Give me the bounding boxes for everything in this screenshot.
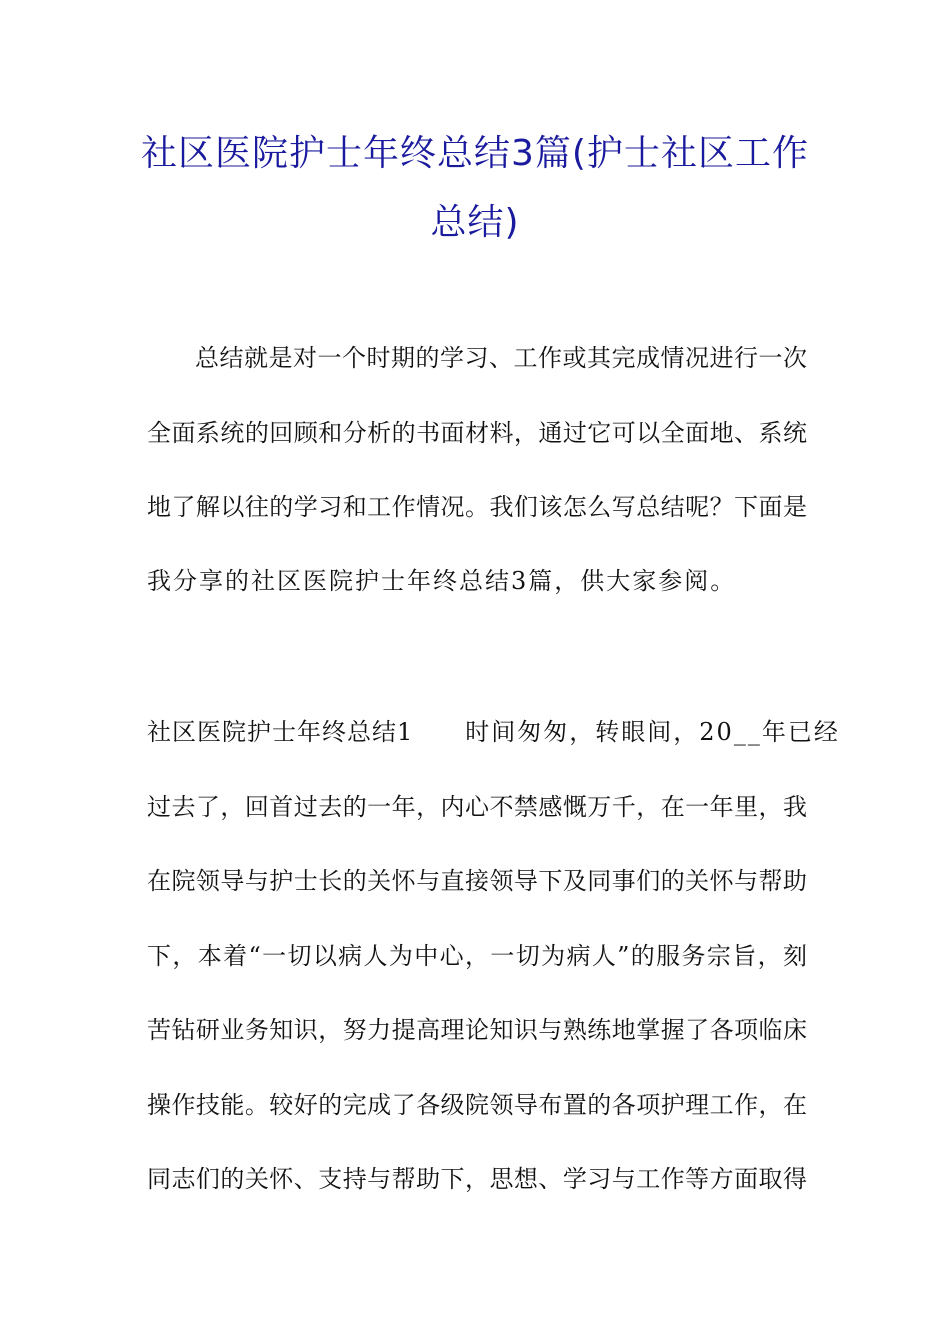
document-title-line-1: 社区医院护士年终总结3篇(护士社区工作 (141, 133, 809, 174)
section-1-heading: 社区医院护士年终总结1 (147, 718, 414, 746)
intro-paragraph-line: 总结就是对一个时期的学习、工作或其完成情况进行一次 (195, 344, 807, 372)
section-1-paragraph-line: 苦钻研业务知识，努力提高理论知识与熟练地掌握了各项临床 (147, 1016, 807, 1044)
section-1-paragraph-line: 同志们的关怀、支持与帮助下，思想、学习与工作等方面取得 (147, 1165, 807, 1193)
section-1-paragraph-line: 在院领导与护士长的关怀与直接领导下及同事们的关怀与帮助 (147, 867, 807, 895)
section-1-paragraph-line: 下，本着“一切以病人为中心，一切为病人”的服务宗旨，刻 (147, 942, 807, 970)
section-1-opening-text: 时间匆匆，转眼间，20__年已经 (465, 718, 840, 746)
intro-paragraph-line: 我分享的社区医院护士年终总结3篇，供大家参阅。 (147, 567, 737, 595)
section-1-paragraph-line: 操作技能。较好的完成了各级院领导布置的各项护理工作，在 (147, 1091, 807, 1119)
intro-paragraph-line: 地了解以往的学习和工作情况。我们该怎么写总结呢？下面是 (147, 493, 807, 521)
section-1-first-line (147, 717, 840, 747)
document-title-line-2: 总结) (430, 202, 520, 243)
section-1-paragraph-line: 过去了，回首过去的一年，内心不禁感慨万千，在一年里，我 (147, 793, 807, 821)
intro-paragraph-line: 全面系统的回顾和分析的书面材料，通过它可以全面地、系统 (147, 419, 807, 447)
